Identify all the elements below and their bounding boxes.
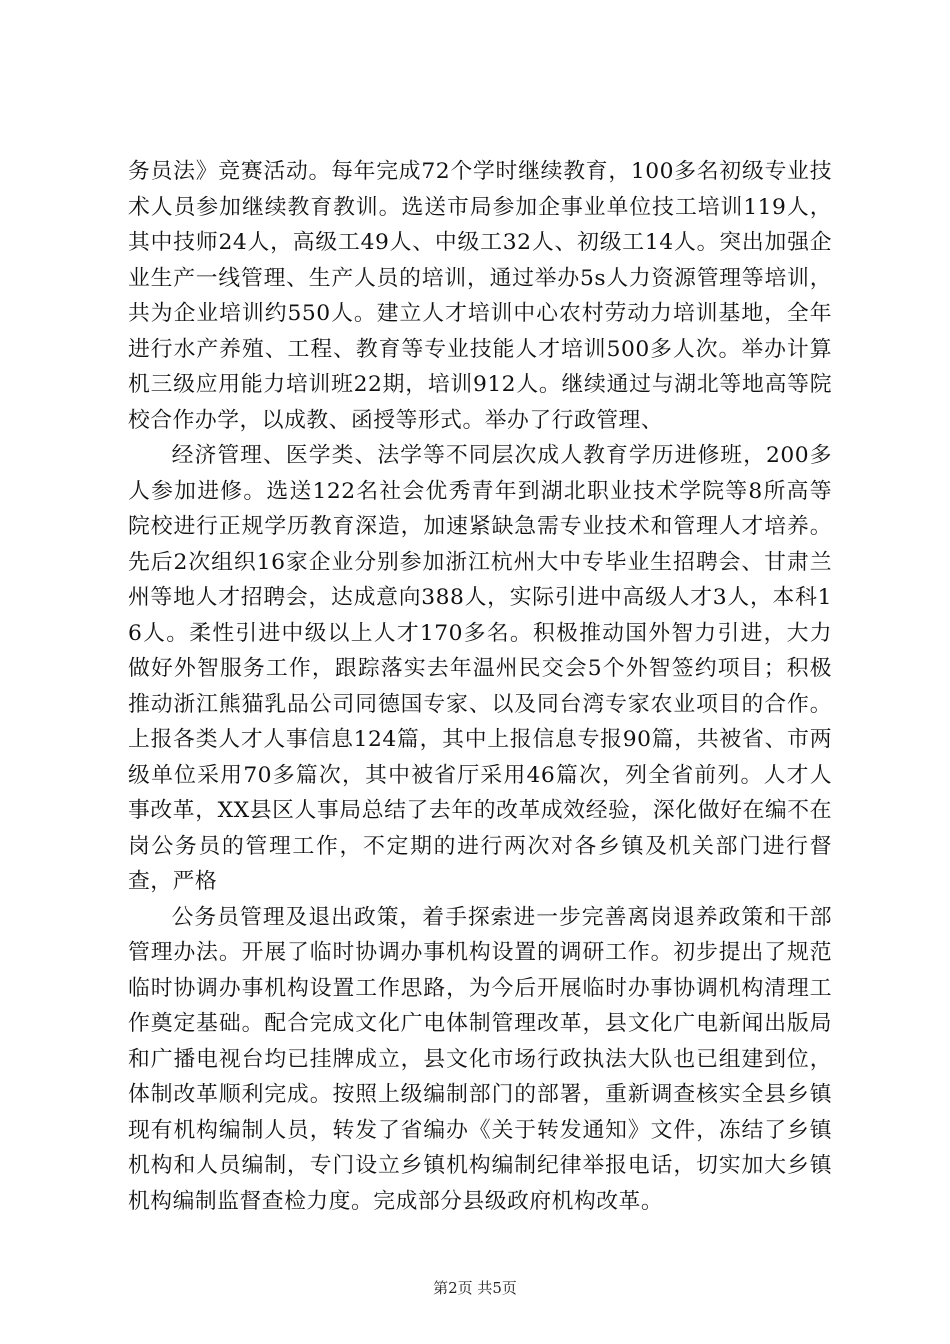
paragraph-1: 务员法》竞赛活动。每年完成72个学时继续教育，100多名初级专业技术人员参加继续教育教训。选送市局参加企事业单位技工培训119人，其中技师24人，高级工49人、中级工32人、初级工14人。突出加强企业生产一线管理、生产人员的培训，通过举办5s人力资源管理等培训，共为企业培训约550人。建立人才培训中心农村劳动力培训基地，全年进行水产养殖、工程、教育等专业技能人才培训500多人次。举办计算机三级应用能力培训班22期，培训912人。继续通过与湖北等地高等院校合作办学，以成教、函授等形式。举办了行政管理、 [128, 159, 832, 433]
paragraph-3: 公务员管理及退出政策，着手探索进一步完善离岗退养政策和干部管理办法。开展了临时协调办事机构设置的调研工作。初步提出了规范临时协调办事机构设置工作思路，为今后开展临时办事协调机构清理工作奠定基础。配合完成文化广电体制管理改革，县文化广电新闻出版局和广播电视台均已挂牌成立，县文化市场行政执法大队也已组建到位，体制改革顺利完成。按照上级编制部门的部署，重新调查核实全县乡镇现有机构编制人员，转发了省编办《关于转发通知》文件，冻结了乡镇机构和人员编制，专门设立乡镇机构编制纪律举报电话，切实加大乡镇机构编制监督查检力度。完成部分县级政府机构改革。 [128, 904, 832, 1214]
document-body [128, 154, 832, 1219]
page-footer: 第2页 共5页 [433, 1279, 517, 1297]
paragraph-2: 经济管理、医学类、法学等不同层次成人教育学历进修班，200多人参加进修。选送122名社会优秀青年到湖北职业技术学院等8所高等院校进行正规学历教育深造，加速紧缺急需专业技术和管理人才培养。先后2次组织16家企业分别参加浙江杭州大中专毕业生招聘会、甘肃兰州等地人才招聘会，达成意向388人，实际引进中高级人才3人，本科16人。柔性引进中级以上人才170多名。积极推动国外智力引进，大力做好外智服务工作，跟踪落实去年温州民交会5个外智签约项目；积极推动浙江熊猫乳品公司同德国专家、以及同台湾专家农业项目的合作。上报各类人才人事信息124篇，其中上报信息专报90篇，共被省、市两级单位采用70多篇次，其中被省厅采用46篇次，列全省前列。人才人事改革，XX县区人事局总结了去年的改革成效经验，深化做好在编不在岗公务员的管理工作，不定期的进行两次对各乡镇及机关部门进行督查，严格 [128, 443, 832, 894]
